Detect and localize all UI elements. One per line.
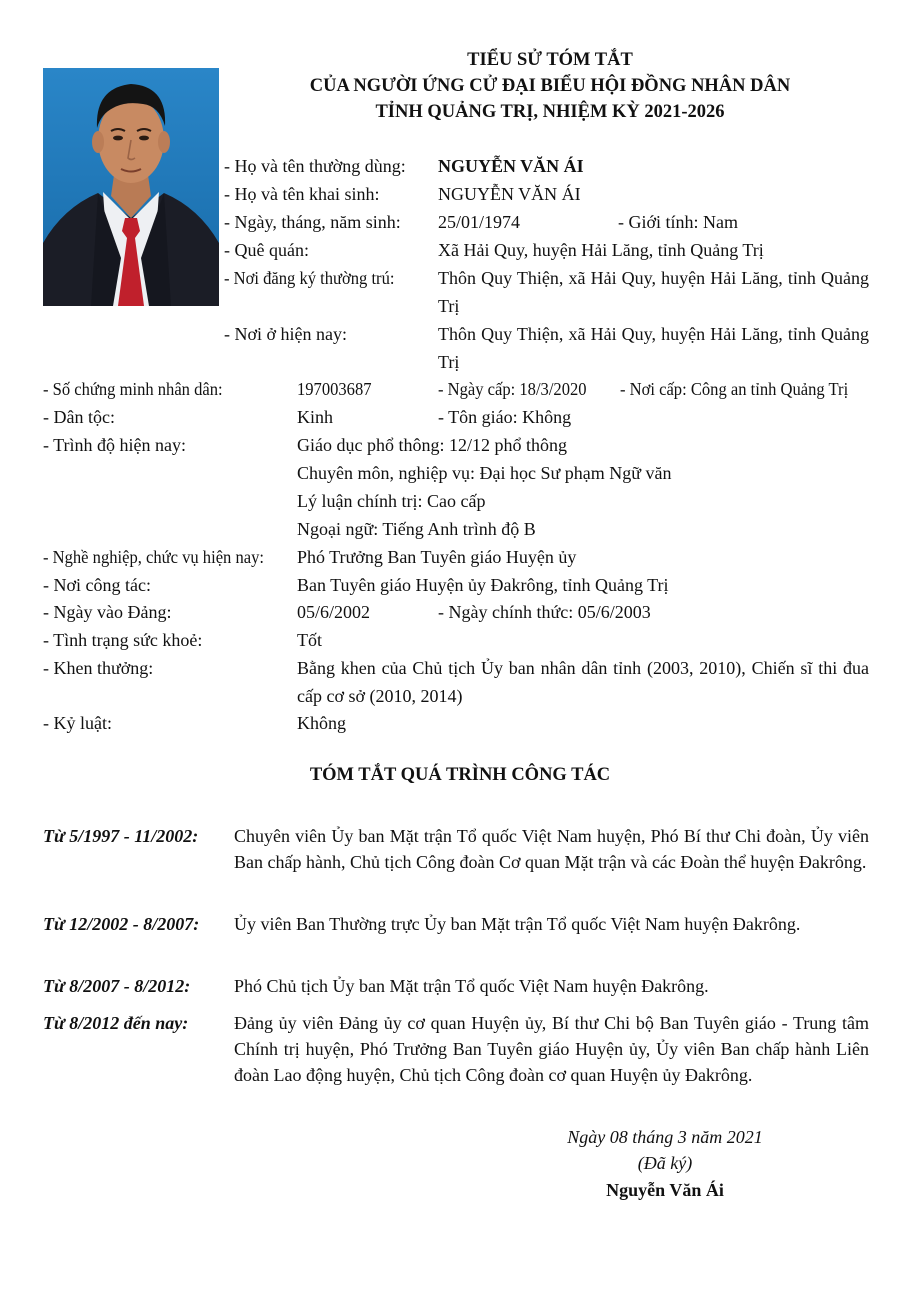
current-residence-value: Thôn Quy Thiện, xã Hải Quy, huyện Hải Lăng, tỉnh Quảng Trị [438,324,869,372]
ethnic-label: - Dân tộc: [43,407,115,427]
party-official-date: - Ngày chính thức: 05/6/2003 [438,602,651,622]
dob-value: 25/01/1974 [438,212,521,232]
residence-label: - Nơi đăng ký thường trú: [224,268,395,288]
workplace-label: - Nơi công tác: [43,575,151,595]
id-issue-date: - Ngày cấp: 18/3/2020 [438,379,587,399]
career-period: Từ 5/1997 - 11/2002: [43,826,199,846]
hometown-label: - Quê quán: [224,240,309,260]
career-period: Từ 8/2007 - 8/2012: [43,976,191,996]
dob-label: - Ngày, tháng, năm sinh: [224,212,401,232]
doc-title-line2: CỦA NGƯỜI ỨNG CỬ ĐẠI BIỂU HỘI ĐỒNG NHÂN DÂN [309,76,791,96]
job-label: - Nghề nghiệp, chức vụ hiện nay: [43,547,264,567]
career-period: Từ 12/2002 - 8/2007: [43,914,200,934]
party-date-value: 05/6/2002 [297,602,371,622]
education-label: - Trình độ hiện nay: [43,435,187,455]
health-label: - Tình trạng sức khoẻ: [43,630,203,650]
signature-signed: (Đã ký) [637,1153,693,1173]
id-label: - Số chứng minh nhân dân: [43,379,223,399]
education-language: Ngoại ngữ: Tiếng Anh trình độ B [297,519,536,539]
awards-value: Bằng khen của Chủ tịch Ủy ban nhân dân tỉnh (2003, 2010), Chiến sĩ thi đua cấp cơ sở (2010, 2014) [297,658,869,706]
career-description: Ủy viên Ban Thường trực Ủy ban Mặt trận Tổ quốc Việt Nam huyện Đakrông. [234,914,801,934]
job-value: Phó Trưởng Ban Tuyên giáo Huyện ủy [297,547,577,567]
education-general: Giáo dục phổ thông: 12/12 phổ thông [297,435,567,455]
doc-title-line3: TỈNH QUẢNG TRỊ, NHIỆM KỲ 2021-2026 [375,102,725,122]
discipline-label: - Kỷ luật: [43,713,112,733]
education-politics: Lý luận chính trị: Cao cấp [297,491,486,511]
career-description: Chuyên viên Ủy ban Mặt trận Tổ quốc Việt Nam huyện, Phó Bí thư Chi đoàn, Ủy viên Ban chấp hành, Chủ tịch Công đoàn Cơ quan Mặt trận và các Đoàn thể huyện Đakrông. [234,826,869,872]
religion-value: - Tôn giáo: Không [438,407,572,427]
signature-date: Ngày 08 tháng 3 năm 2021 [567,1127,763,1147]
ethnic-value: Kinh [297,407,333,427]
id-number: 197003687 [297,379,372,399]
career-section-title: TÓM TẮT QUÁ TRÌNH CÔNG TÁC [309,765,611,785]
portrait-photo [43,68,219,306]
career-period: Từ 8/2012 đến nay: [43,1013,189,1033]
career-description: Phó Chủ tịch Ủy ban Mặt trận Tổ quốc Việt Nam huyện Đakrông. [234,976,709,996]
education-specialty: Chuyên môn, nghiệp vụ: Đại học Sư phạm Ngữ văn [297,463,672,483]
residence-value: Thôn Quy Thiện, xã Hải Quy, huyện Hải Lăng, tỉnh Quảng Trị [438,268,869,316]
birth-name-label: - Họ và tên khai sinh: [224,184,380,204]
signature-name: Nguyễn Văn Ái [606,1180,724,1200]
party-date-label: - Ngày vào Đảng: [43,602,172,622]
awards-label: - Khen thưởng: [43,658,154,678]
id-issue-place: - Nơi cấp: Công an tỉnh Quảng Trị [620,379,849,399]
hometown-value: Xã Hải Quy, huyện Hải Lăng, tỉnh Quảng Trị [438,240,764,260]
discipline-value: Không [297,713,346,733]
gender-value: - Giới tính: Nam [618,212,739,232]
common-name-label: - Họ và tên thường dùng: [224,156,406,176]
current-residence-label: - Nơi ở hiện nay: [224,324,348,344]
birth-name-value: NGUYỄN VĂN ÁI [438,184,581,204]
health-value: Tốt [297,630,322,650]
workplace-value: Ban Tuyên giáo Huyện ủy Đakrông, tỉnh Quảng Trị [297,575,669,595]
career-description: Đảng ủy viên Đảng ủy cơ quan Huyện ủy, Bí thư Chi bộ Ban Tuyên giáo - Trung tâm Chính trị huyện, Phó Trưởng Ban Tuyên giáo Huyện ủy, Ủy viên Ban chấp hành Liên đoàn Lao động huyện, Chủ tịch Công đoàn cơ quan Huyện ủy Đakrông. [234,1013,869,1085]
common-name-value: NGUYỄN VĂN ÁI [438,156,584,176]
doc-title-line1: TIỂU SỬ TÓM TẮT [467,50,633,70]
